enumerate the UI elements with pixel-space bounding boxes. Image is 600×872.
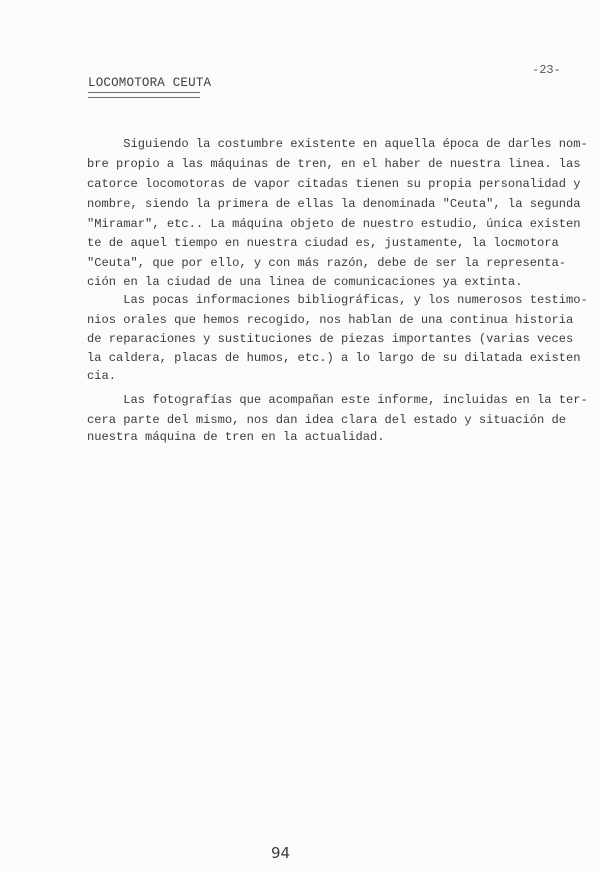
text-line: bre propio a las máquinas de tren, en el haber de nuestra linea. las — [87, 157, 581, 171]
title-underline — [88, 92, 200, 98]
text-line: Las fotografías que acompañan este informe, incluidas en la ter- — [87, 393, 588, 407]
text-line: ción en la ciudad de una linea de comunicaciones ya extinta. — [87, 275, 523, 289]
text-line: Las pocas informaciones bibliográficas, y los numerosos testimo- — [87, 293, 588, 307]
handwritten-page-number: 94 — [271, 844, 291, 862]
text-line: Siguiendo la costumbre existente en aquella época de darles nom- — [87, 137, 588, 151]
text-line: nuestra máquina de tren en la actualidad. — [87, 430, 385, 444]
text-line: "Miramar", etc.. La máquina objeto de nuestro estudio, única existen — [87, 217, 581, 231]
text-line: la caldera, placas de humos, etc.) a lo largo de su dilatada existen — [87, 351, 581, 365]
document-title: LOCOMOTORA CEUTA — [88, 76, 212, 90]
text-line: te de aquel tiempo en nuestra ciudad es, justamente, la locmotora — [87, 236, 559, 250]
page-number: -23- — [532, 63, 561, 77]
text-line: cera parte del mismo, nos dan idea clara del estado y situación de — [87, 413, 566, 427]
text-line: cia. — [87, 369, 117, 383]
text-line: catorce locomotoras de vapor citadas tienen su propia personalidad y — [87, 177, 581, 191]
text-line: de reparaciones y sustituciones de piezas importantes (varias veces — [87, 332, 574, 346]
text-line: nombre, siendo la primera de ellas la denominada "Ceuta", la segunda — [87, 197, 581, 211]
text-line: "Ceuta", que por ello, y con más razón, debe de ser la representa- — [87, 256, 566, 270]
text-line: nios orales que hemos recogido, nos hablan de una continua historia — [87, 313, 574, 327]
